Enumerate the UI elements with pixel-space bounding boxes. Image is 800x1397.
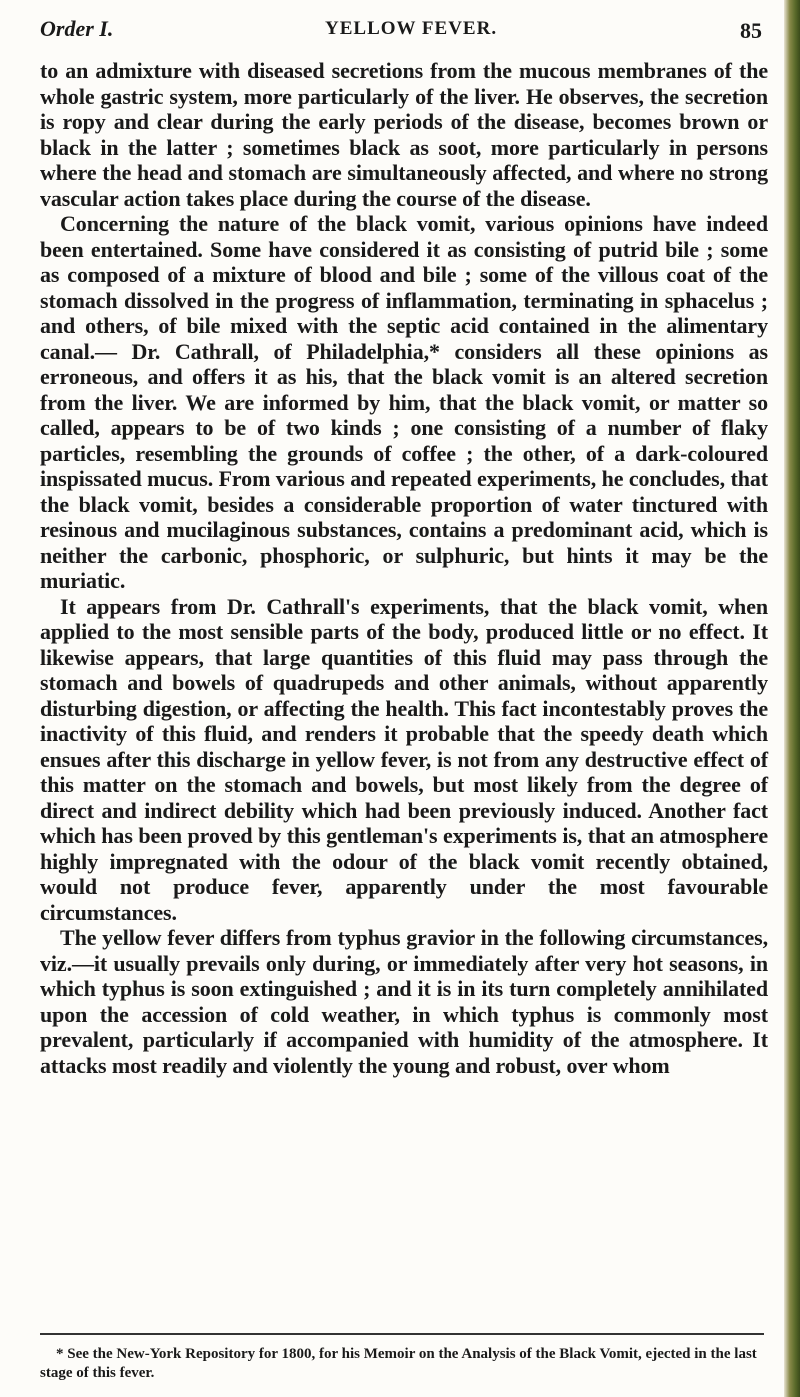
paragraph-1: to an admixture with diseased secretions from the mucous membranes of the whole gastric system, more particularly of the liver. He observes, the secretion is ropy and clear during the early periods of the disease, becomes brown or black in the latter ; sometimes black as soot, more particularly in persons where the head and stomach are simultaneously affected, and where no strong vascular action takes place during the course of the disease. (40, 58, 768, 211)
paragraph-3: It appears from Dr. Cathrall's experiments, that the black vomit, when applied to the most sensible parts of the body, produced little or no effect. It likewise appears, that large quantities of this fluid may pass through the stomach and bowels of quadrupeds and other animals, without apparently disturbing digestion, or affecting the health. This fact incontestably proves the inactivity of this fluid, and renders it probable that the speedy death which ensues after this discharge in yellow fever, is not from any destructive effect of this matter on the stomach and bowels, but most likely from the degree of direct and indirect debility which had been previously induced. Another fact which has been proved by this gentleman's experiments is, that an atmosphere highly impregnated with the odour of the black vomit recently obtained, would not produce fever, apparently under the most favourable circumstances. (40, 593, 768, 925)
header-order: Order I. (40, 16, 114, 41)
page-number: 85 (740, 18, 762, 43)
body-text (40, 58, 768, 1078)
footnote: * See the New-York Repository for 1800, for his Memoir on the Analysis of the Black Vomit, ejected in the last stage of this fever. (40, 1346, 757, 1381)
paragraph-4: The yellow fever differs from typhus gravior in the following circumstances, viz.—it usually prevails only during, or immediately after very hot seasons, in which typhus is soon extinguished ; and it is in its turn completely annihilated upon the accession of cold weather, in which typhus is commonly most prevalent, particularly if accompanied with humidity of the atmosphere. It attacks most readily and violently the young and robust, over whom (40, 925, 768, 1078)
running-header (40, 16, 770, 50)
page-edge-binding (784, 0, 800, 1397)
paragraph-2: Concerning the nature of the black vomit, various opinions have indeed been entertained. Some have considered it as consisting of putrid bile ; some as composed of a mixture of blood and bile ; some of the villous coat of the stomach dissolved in the progress of inflammation, terminating in sphacelus ; and others, of bile mixed with the septic acid contained in the alimentary canal.— Dr. Cathrall, of Philadelphia,* considers all these opinions as erroneous, and offers it as his, that the black vomit is an altered secretion from the liver. We are informed by him, that the black vomit, or matter so called, appears to be of two kinds ; one consisting of a number of flaky particles, resembling the grounds of coffee ; the other, of a dark-coloured inspissated mucus. From various and repeated experiments, he concludes, that the black vomit, besides a considerable proportion of water tinctured with resinous and mucilaginous substances, contains a predominant acid, which is neither the carbonic, phosphoric, or sulphuric, but hints it may be the muriatic. (40, 211, 768, 593)
header-title: YELLOW FEVER. (325, 18, 498, 39)
footnote-rule (40, 1333, 764, 1335)
